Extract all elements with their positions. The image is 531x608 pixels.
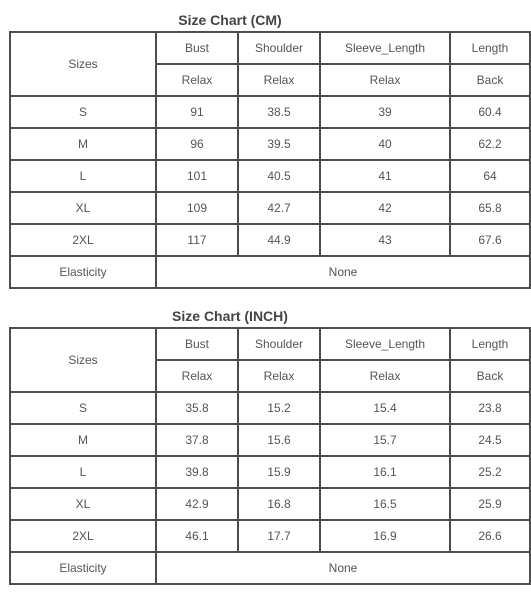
length-header-cell: Length bbox=[450, 32, 530, 64]
sleeve-length-cell: 16.1 bbox=[320, 456, 450, 488]
bust-cell: 109 bbox=[156, 192, 238, 224]
bust-cell: 46.1 bbox=[156, 520, 238, 552]
elasticity-label-cell: Elasticity bbox=[10, 256, 156, 288]
sleeve-length-cell: 40 bbox=[320, 128, 450, 160]
bust-cell: 42.9 bbox=[156, 488, 238, 520]
bust-cell: 101 bbox=[156, 160, 238, 192]
elasticity-label-cell: Elasticity bbox=[10, 552, 156, 584]
table-row bbox=[10, 128, 530, 160]
inch-chart-title: Size Chart (INCH) bbox=[172, 308, 288, 324]
size-cell: XL bbox=[10, 488, 156, 520]
length-subheader-cell: Back bbox=[450, 360, 530, 392]
bust-cell: 35.8 bbox=[156, 392, 238, 424]
table-row bbox=[10, 96, 530, 128]
size-cell: L bbox=[10, 456, 156, 488]
bust-header-cell: Bust bbox=[156, 328, 238, 360]
size-cell: M bbox=[10, 424, 156, 456]
elasticity-value-cell: None bbox=[156, 552, 530, 584]
sleeve-length-cell: 16.9 bbox=[320, 520, 450, 552]
table-row bbox=[10, 192, 530, 224]
shoulder-cell: 15.2 bbox=[238, 392, 320, 424]
shoulder-cell: 17.7 bbox=[238, 520, 320, 552]
header-row bbox=[10, 328, 530, 360]
bust-header-cell: Bust bbox=[156, 32, 238, 64]
size-cell: S bbox=[10, 96, 156, 128]
shoulder-cell: 39.5 bbox=[238, 128, 320, 160]
table-row bbox=[10, 160, 530, 192]
cm-chart-title: Size Chart (CM) bbox=[178, 12, 282, 28]
sleeve-length-subheader-cell: Relax bbox=[320, 360, 450, 392]
length-subheader-cell: Back bbox=[450, 64, 530, 96]
sleeve-length-cell: 16.5 bbox=[320, 488, 450, 520]
size-cell: 2XL bbox=[10, 224, 156, 256]
bust-cell: 37.8 bbox=[156, 424, 238, 456]
bust-cell: 96 bbox=[156, 128, 238, 160]
sleeve-length-cell: 43 bbox=[320, 224, 450, 256]
table-row bbox=[10, 488, 530, 520]
sleeve-length-cell: 42 bbox=[320, 192, 450, 224]
sizes-header-cell: Sizes bbox=[10, 328, 156, 392]
shoulder-subheader-cell: Relax bbox=[238, 64, 320, 96]
sleeve-length-cell: 15.7 bbox=[320, 424, 450, 456]
shoulder-cell: 42.7 bbox=[238, 192, 320, 224]
sizes-header-cell: Sizes bbox=[10, 32, 156, 96]
inch-size-table bbox=[9, 327, 531, 585]
size-cell: S bbox=[10, 392, 156, 424]
length-cell: 64 bbox=[450, 160, 530, 192]
size-cell: 2XL bbox=[10, 520, 156, 552]
sleeve-length-header-cell: Sleeve_Length bbox=[320, 32, 450, 64]
sleeve-length-cell: 15.4 bbox=[320, 392, 450, 424]
elasticity-row bbox=[10, 552, 530, 584]
sleeve-length-cell: 39 bbox=[320, 96, 450, 128]
elasticity-row bbox=[10, 256, 530, 288]
shoulder-cell: 38.5 bbox=[238, 96, 320, 128]
bust-subheader-cell: Relax bbox=[156, 64, 238, 96]
shoulder-cell: 16.8 bbox=[238, 488, 320, 520]
bust-cell: 39.8 bbox=[156, 456, 238, 488]
shoulder-cell: 40.5 bbox=[238, 160, 320, 192]
table-row bbox=[10, 224, 530, 256]
shoulder-subheader-cell: Relax bbox=[238, 360, 320, 392]
shoulder-cell: 15.9 bbox=[238, 456, 320, 488]
length-cell: 25.9 bbox=[450, 488, 530, 520]
length-cell: 23.8 bbox=[450, 392, 530, 424]
header-row bbox=[10, 32, 530, 64]
bust-subheader-cell: Relax bbox=[156, 360, 238, 392]
elasticity-value-cell: None bbox=[156, 256, 530, 288]
table-row bbox=[10, 424, 530, 456]
sleeve-length-header-cell: Sleeve_Length bbox=[320, 328, 450, 360]
length-cell: 24.5 bbox=[450, 424, 530, 456]
length-cell: 25.2 bbox=[450, 456, 530, 488]
length-cell: 62.2 bbox=[450, 128, 530, 160]
length-header-cell: Length bbox=[450, 328, 530, 360]
length-cell: 67.6 bbox=[450, 224, 530, 256]
shoulder-cell: 44.9 bbox=[238, 224, 320, 256]
size-cell: XL bbox=[10, 192, 156, 224]
size-cell: L bbox=[10, 160, 156, 192]
sleeve-length-cell: 41 bbox=[320, 160, 450, 192]
cm-size-table bbox=[9, 31, 531, 289]
shoulder-header-cell: Shoulder bbox=[238, 32, 320, 64]
sleeve-length-subheader-cell: Relax bbox=[320, 64, 450, 96]
size-cell: M bbox=[10, 128, 156, 160]
bust-cell: 91 bbox=[156, 96, 238, 128]
bust-cell: 117 bbox=[156, 224, 238, 256]
length-cell: 60.4 bbox=[450, 96, 530, 128]
table-row bbox=[10, 456, 530, 488]
shoulder-header-cell: Shoulder bbox=[238, 328, 320, 360]
table-row bbox=[10, 392, 530, 424]
length-cell: 65.8 bbox=[450, 192, 530, 224]
length-cell: 26.6 bbox=[450, 520, 530, 552]
shoulder-cell: 15.6 bbox=[238, 424, 320, 456]
table-row bbox=[10, 520, 530, 552]
